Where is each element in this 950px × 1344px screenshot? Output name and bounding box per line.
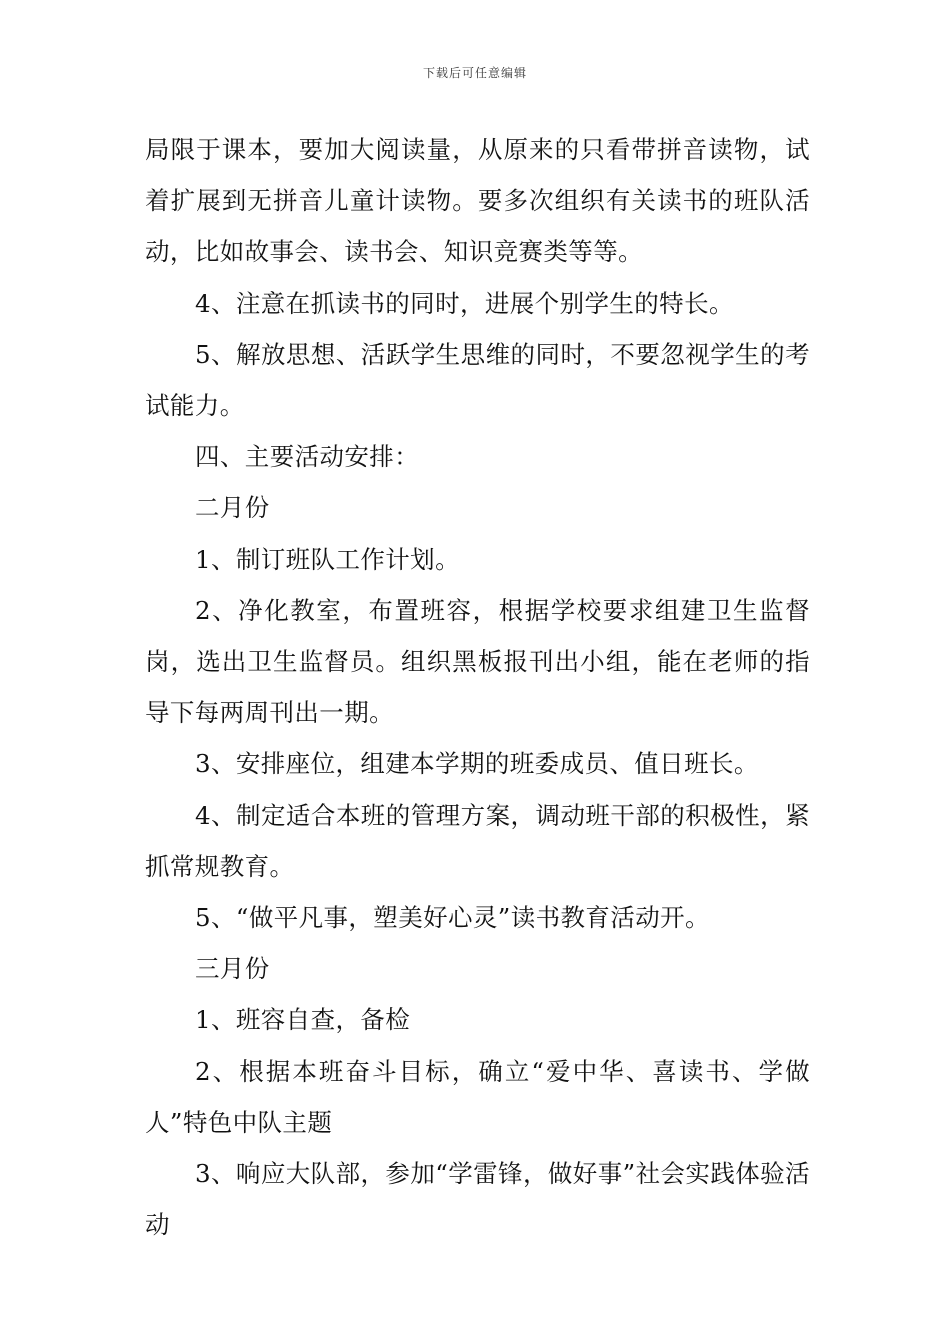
- page-header-note: 下载后可任意编辑: [422, 66, 527, 80]
- paragraph-8: 3、安排座位，组建本学期的班委成员、值日班长。: [195, 749, 759, 779]
- paragraph-12: 1、班容自查，备检: [195, 1005, 411, 1035]
- paragraph-7: 2、净化教室，布置班容，根据学校要求组建卫生监督岗，选出卫生监督员。组织黑板报刊出小组，能在老师的指导下每两周刊出一期。: [145, 595, 810, 728]
- month-heading-mar: 三月份: [195, 954, 270, 984]
- paragraph-9: 4、制定适合本班的管理方案，调动班干部的积极性，紧抓常规教育。: [145, 800, 810, 881]
- section-heading-4: 四、主要活动安排：: [195, 442, 420, 472]
- paragraph-2: 4、注意在抓读书的同时，进展个别学生的特长。: [195, 288, 734, 318]
- paragraph-13: 2、根据本班奋斗目标，确立“爱中华、喜读书、学做人”特色中队主题: [145, 1056, 810, 1137]
- paragraph-10: 5、“做平凡事，塑美好心灵”读书教育活动开。: [195, 903, 710, 933]
- document-body: [145, 124, 810, 1250]
- month-heading-feb: 二月份: [195, 493, 270, 523]
- paragraph-6: 1、制订班队工作计划。: [195, 544, 460, 574]
- paragraph-3: 5、解放思想、活跃学生思维的同时，不要忽视学生的考试能力。: [145, 339, 810, 421]
- paragraph-14: 3、响应大队部，参加“学雷锋，做好事”社会实践体验活动: [145, 1159, 810, 1240]
- paragraph-1: 局限于课本，要加大阅读量，从原来的只看带拼音读物，试着扩展到无拼音儿童计读物。要多次组织有关读书的班队活动，比如故事会、读书会、知识竞赛类等等。: [145, 135, 810, 267]
